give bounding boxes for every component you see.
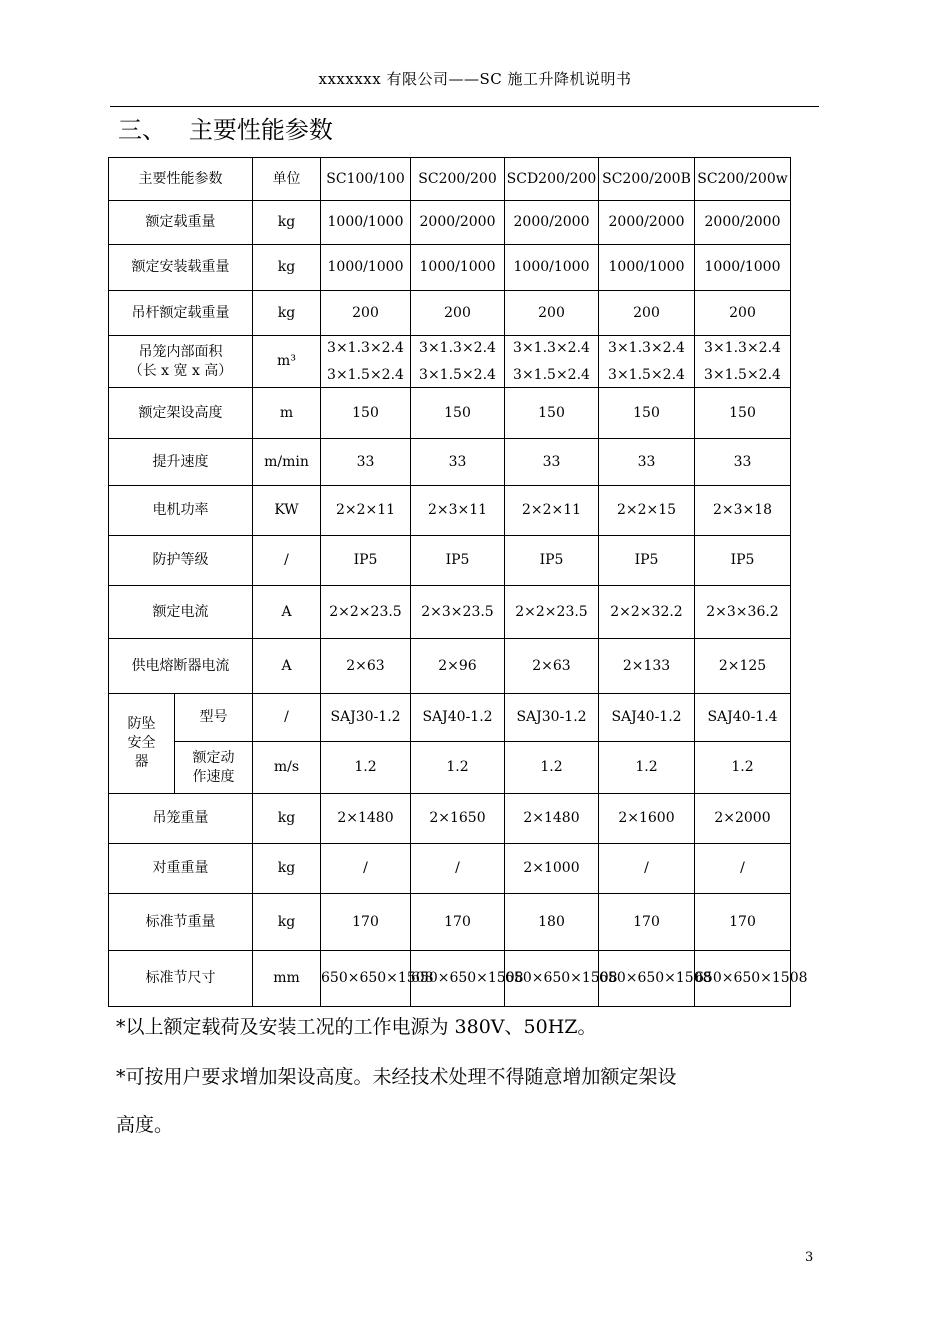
row-value: 2×63 [321, 639, 411, 694]
value-line: 3×1.5×2.4 [608, 366, 685, 383]
row-value: 150 [411, 388, 505, 439]
row-unit: mm [253, 951, 321, 1007]
row-label: 额定架设高度 [109, 388, 253, 439]
row-value: / [321, 844, 411, 894]
row-value: 33 [599, 439, 695, 486]
row-unit: m [253, 388, 321, 439]
row-value: 33 [411, 439, 505, 486]
row-unit: m³ [253, 336, 321, 388]
row-unit: kg [253, 844, 321, 894]
row-label: 额定安装载重量 [109, 245, 253, 291]
row-value: 200 [505, 291, 599, 336]
row-value: 1000/1000 [695, 245, 791, 291]
header-model: SC200/200B [599, 158, 695, 201]
table-row [109, 486, 791, 536]
row-value: 1000/1000 [411, 245, 505, 291]
table-row [109, 742, 791, 794]
page-header: xxxxxxx 有限公司——SC 施工升降机说明书 [318, 70, 632, 88]
row-value: 650×650×1508 [505, 951, 599, 1007]
row-value: 2×2×23.5 [505, 586, 599, 639]
row-value: 650×650×1508 [695, 951, 791, 1007]
table-row [109, 639, 791, 694]
row-value [599, 336, 695, 388]
value-line: 3×1.3×2.4 [608, 339, 685, 356]
row-label-line: 作速度 [192, 768, 235, 785]
row-label [109, 336, 253, 388]
row-value: 2×2×11 [505, 486, 599, 536]
row-value: 150 [321, 388, 411, 439]
row-value: 2000/2000 [599, 201, 695, 245]
table-row [109, 844, 791, 894]
note-erection-height: *可按用户要求增加架设高度。未经技术处理不得随意增加额定架设 [116, 1066, 677, 1088]
row-value: / [411, 844, 505, 894]
row-value: 170 [321, 894, 411, 951]
row-unit: kg [253, 291, 321, 336]
note-power-supply: *以上额定载荷及安装工况的工作电源为 380V、50HZ。 [116, 1016, 597, 1038]
row-value: 2×3×36.2 [695, 586, 791, 639]
row-value: 2×1480 [321, 794, 411, 844]
row-value: 2×3×11 [411, 486, 505, 536]
row-label [175, 742, 253, 794]
row-value: 2×1000 [505, 844, 599, 894]
row-value: SAJ40-1.4 [695, 694, 791, 742]
row-value: SAJ30-1.2 [505, 694, 599, 742]
table-row [109, 201, 791, 245]
value-line: 3×1.5×2.4 [704, 366, 781, 383]
header-divider [110, 106, 819, 107]
row-value: 1.2 [599, 742, 695, 794]
row-value: 1.2 [411, 742, 505, 794]
note-erection-height-cont: 高度。 [116, 1114, 174, 1136]
row-label: 电机功率 [109, 486, 253, 536]
table-row [109, 894, 791, 951]
row-value: 200 [321, 291, 411, 336]
row-value [411, 336, 505, 388]
row-value: 33 [321, 439, 411, 486]
table-row [109, 291, 791, 336]
row-label: 标准节重量 [109, 894, 253, 951]
row-value: 33 [505, 439, 599, 486]
table-row [109, 245, 791, 291]
table-row [109, 794, 791, 844]
row-label: 供电熔断器电流 [109, 639, 253, 694]
row-value: 180 [505, 894, 599, 951]
table-row [109, 586, 791, 639]
row-value: 2×2000 [695, 794, 791, 844]
row-unit: kg [253, 794, 321, 844]
row-value: 2000/2000 [411, 201, 505, 245]
row-value: 170 [411, 894, 505, 951]
row-value: 2000/2000 [505, 201, 599, 245]
row-value: 1.2 [695, 742, 791, 794]
header-model: SC200/200 [411, 158, 505, 201]
row-value: 650×650×1508 [411, 951, 505, 1007]
row-value: 2×1650 [411, 794, 505, 844]
row-value: 200 [599, 291, 695, 336]
row-label: 额定电流 [109, 586, 253, 639]
row-value: 170 [695, 894, 791, 951]
row-value: 2000/2000 [695, 201, 791, 245]
row-value: 2×2×23.5 [321, 586, 411, 639]
group-label-line: 防坠 [127, 716, 156, 733]
row-value: 170 [599, 894, 695, 951]
row-value: 2×96 [411, 639, 505, 694]
row-value: IP5 [411, 536, 505, 586]
page-number: 3 [805, 1250, 814, 1265]
row-value: 1000/1000 [321, 245, 411, 291]
value-line: 3×1.3×2.4 [419, 339, 496, 356]
group-label-line: 器 [134, 753, 149, 770]
section-title: 三、 主要性能参数 [118, 116, 333, 144]
table-row [109, 388, 791, 439]
row-value: 150 [695, 388, 791, 439]
row-value: 150 [505, 388, 599, 439]
row-value: 1000/1000 [599, 245, 695, 291]
value-line: 3×1.5×2.4 [419, 366, 496, 383]
row-value: 2×1600 [599, 794, 695, 844]
row-value: 2×2×15 [599, 486, 695, 536]
row-unit: / [253, 536, 321, 586]
row-value: 2×1480 [505, 794, 599, 844]
performance-parameters-table [108, 157, 808, 1007]
row-label: 对重重量 [109, 844, 253, 894]
value-line: 3×1.3×2.4 [327, 339, 404, 356]
value-line: 3×1.3×2.4 [704, 339, 781, 356]
row-value: 33 [695, 439, 791, 486]
row-unit: A [253, 639, 321, 694]
value-line: 3×1.5×2.4 [513, 366, 590, 383]
header-param: 主要性能参数 [109, 158, 253, 201]
row-value: IP5 [695, 536, 791, 586]
value-line: 3×1.5×2.4 [327, 366, 404, 383]
table-row [109, 694, 791, 742]
row-value: 2×2×11 [321, 486, 411, 536]
row-value: 200 [411, 291, 505, 336]
row-value: 2×2×32.2 [599, 586, 695, 639]
row-label: 额定载重量 [109, 201, 253, 245]
row-value [321, 336, 411, 388]
header-model: SCD200/200 [505, 158, 599, 201]
header-unit: 单位 [253, 158, 321, 201]
header-model: SC200/200w [695, 158, 791, 201]
row-value: SAJ40-1.2 [411, 694, 505, 742]
row-unit: kg [253, 245, 321, 291]
safety-device-group-label [109, 694, 175, 794]
row-unit: kg [253, 201, 321, 245]
value-line: 3×1.3×2.4 [513, 339, 590, 356]
row-value: SAJ40-1.2 [599, 694, 695, 742]
row-value: / [695, 844, 791, 894]
row-label: 标准节尺寸 [109, 951, 253, 1007]
row-value: 1000/1000 [505, 245, 599, 291]
table-row [109, 536, 791, 586]
header-model: SC100/100 [321, 158, 411, 201]
row-value: 150 [599, 388, 695, 439]
row-unit: KW [253, 486, 321, 536]
group-label-line: 安全 [127, 735, 156, 752]
table-header-row [109, 158, 791, 201]
row-value: 1.2 [321, 742, 411, 794]
row-unit: kg [253, 894, 321, 951]
row-value: 1.2 [505, 742, 599, 794]
row-label: 型号 [175, 694, 253, 742]
row-label-line: （长 x 宽 x 高） [128, 362, 233, 379]
table-row [109, 951, 791, 1007]
row-value: 2×133 [599, 639, 695, 694]
row-value: SAJ30-1.2 [321, 694, 411, 742]
row-label-line: 额定动 [192, 749, 235, 766]
row-label: 防护等级 [109, 536, 253, 586]
row-value [695, 336, 791, 388]
row-label: 提升速度 [109, 439, 253, 486]
row-unit: A [253, 586, 321, 639]
row-value: 200 [695, 291, 791, 336]
row-unit: m/min [253, 439, 321, 486]
row-value: 650×650×1508 [599, 951, 695, 1007]
row-value: 2×63 [505, 639, 599, 694]
row-value: 2×3×18 [695, 486, 791, 536]
row-label: 吊笼重量 [109, 794, 253, 844]
table-row [109, 439, 791, 486]
row-value [505, 336, 599, 388]
row-value: 1000/1000 [321, 201, 411, 245]
row-label: 吊杆额定载重量 [109, 291, 253, 336]
row-value: IP5 [321, 536, 411, 586]
row-value: IP5 [505, 536, 599, 586]
row-label-line: 吊笼内部面积 [138, 343, 223, 360]
row-value: 2×3×23.5 [411, 586, 505, 639]
table-row [109, 336, 791, 388]
row-value: 2×125 [695, 639, 791, 694]
row-unit: m/s [253, 742, 321, 794]
row-value: IP5 [599, 536, 695, 586]
row-value: 650×650×1508 [321, 951, 411, 1007]
row-value: / [599, 844, 695, 894]
row-unit: / [253, 694, 321, 742]
